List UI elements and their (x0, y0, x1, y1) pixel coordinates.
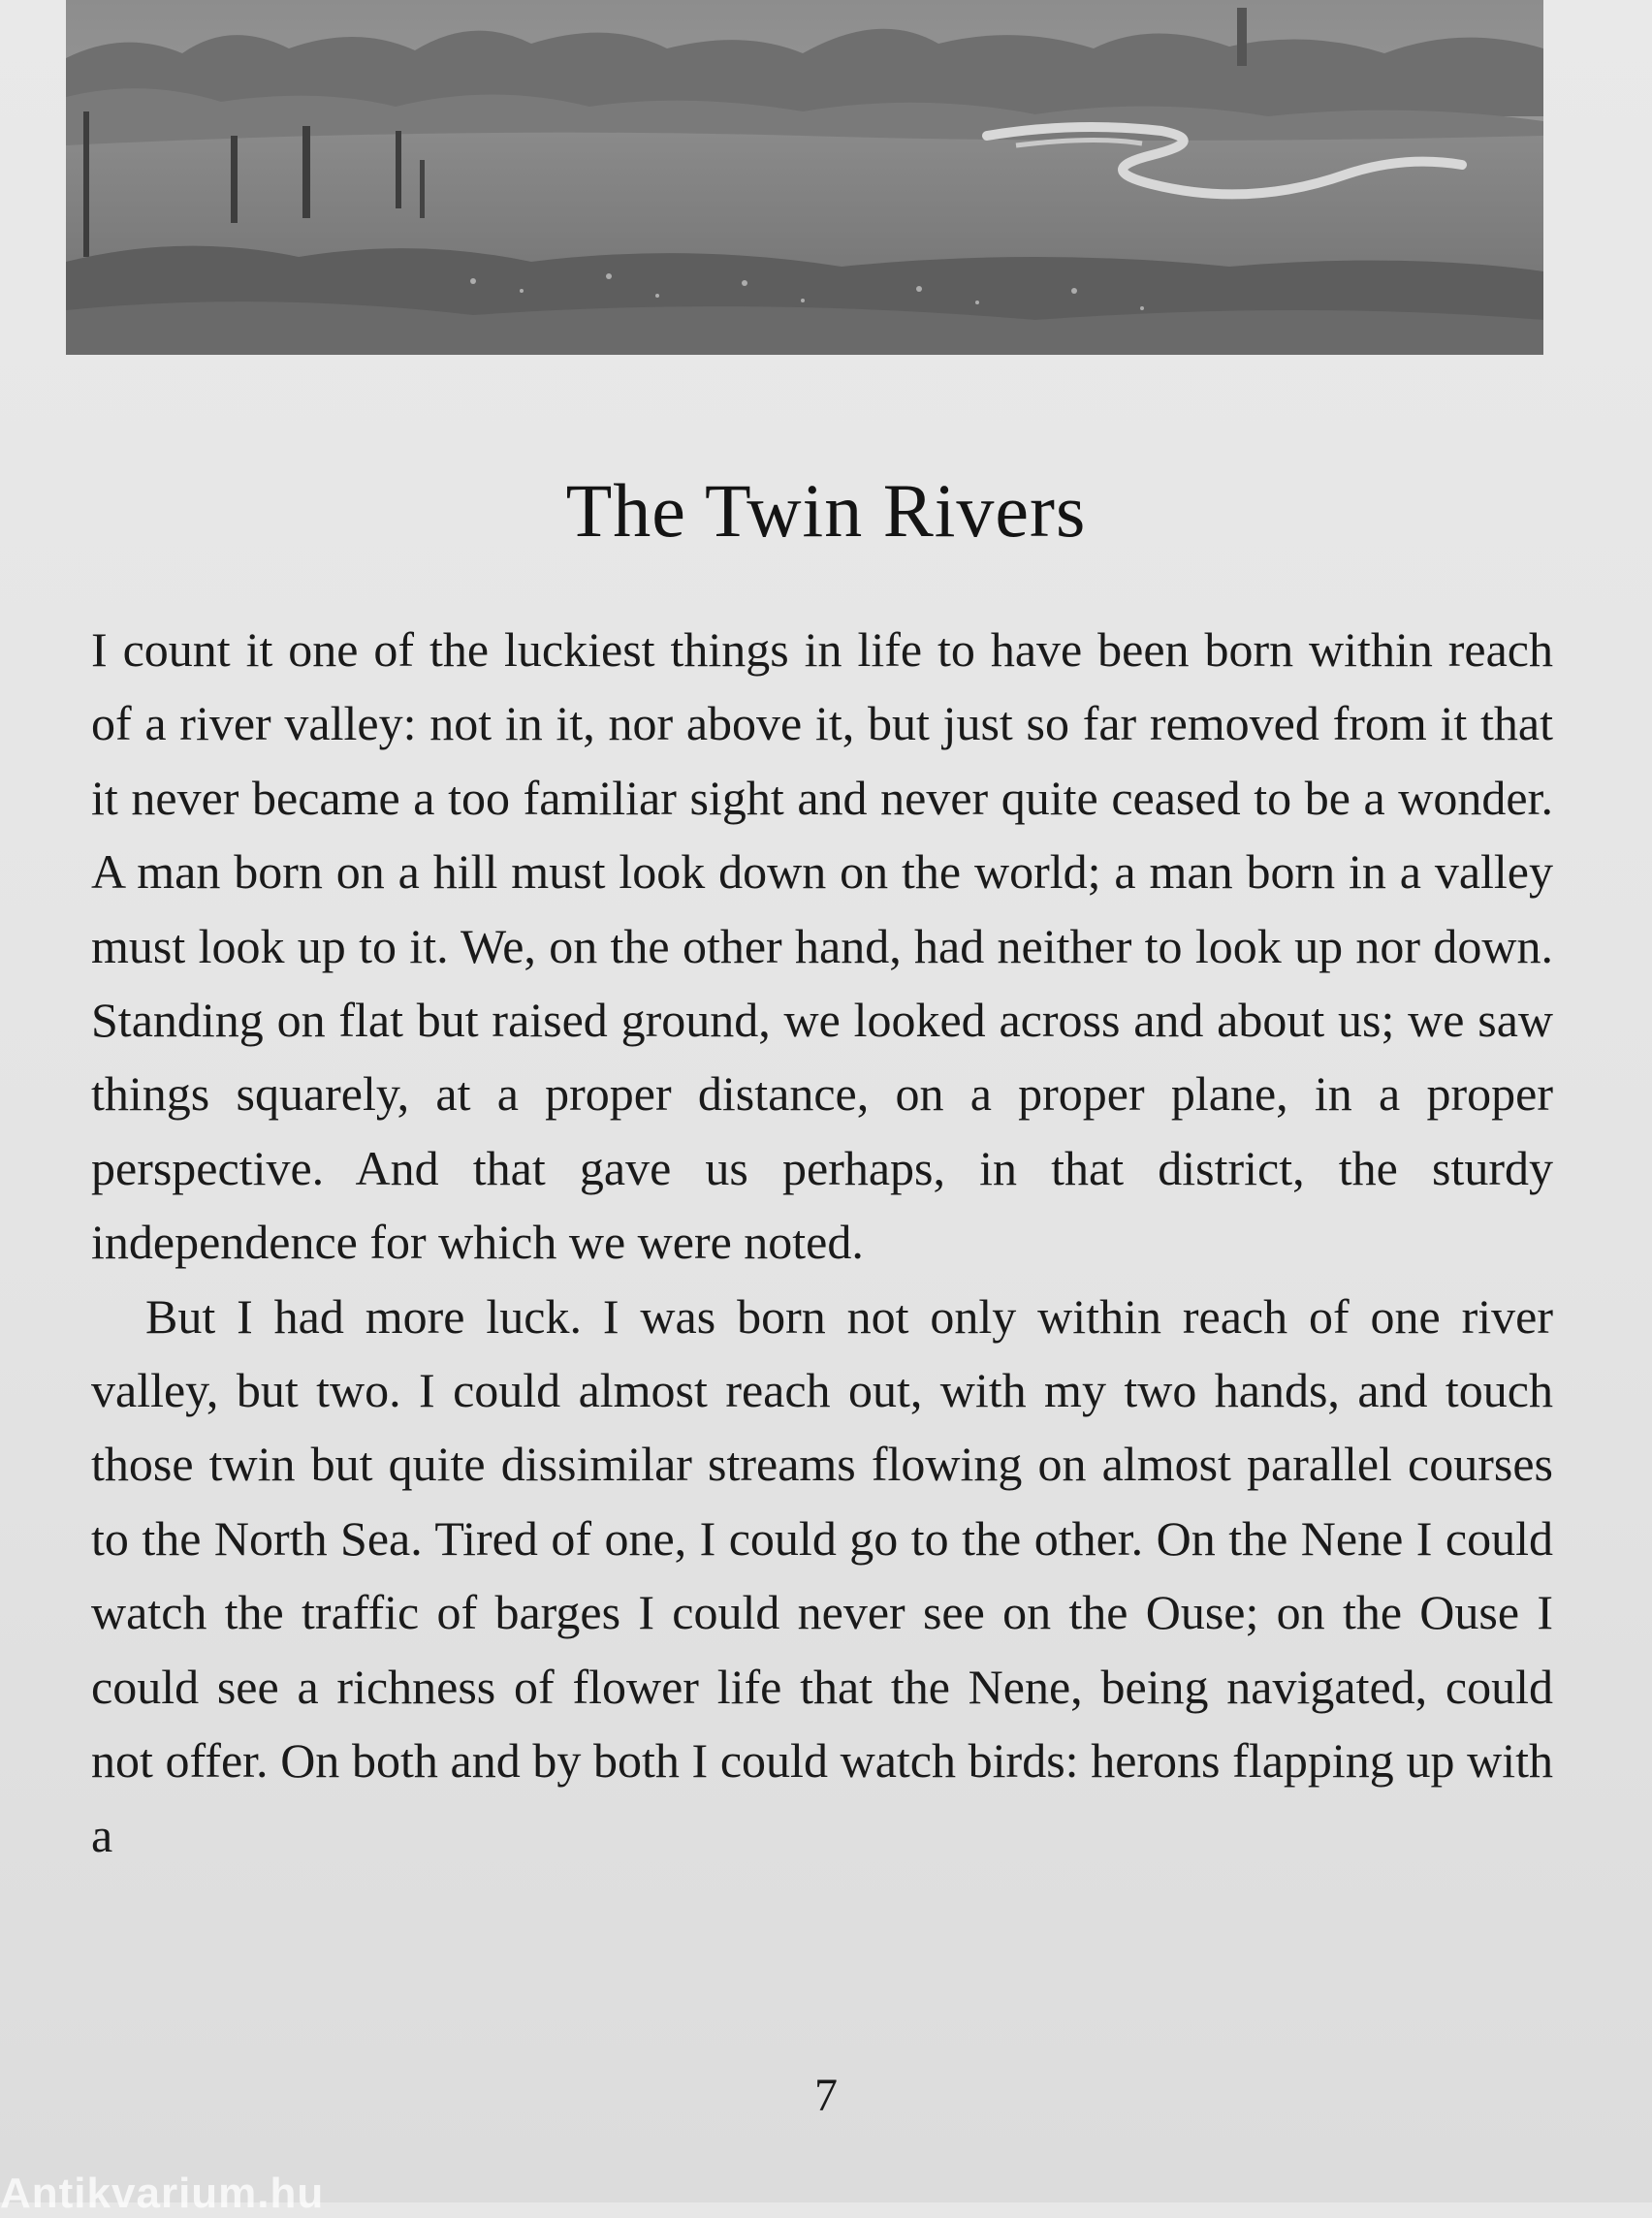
paragraph: I count it one of the luckiest things in life to have been born within reach of a river valley: not in it, nor above it, but just so far removed from it that it never became a too familiar sight and never quite ceased to be a wonder. A man born on a hill must look down on the world; a man born in a valley must look up to it. We, on the other hand, had neither to look up nor down. Standing on flat but raised ground, we looked across and about us; we saw things squarely, at a proper distance, on a proper plane, in a proper perspective. And that gave us perhaps, in that district, the sturdy independence for which we were noted. (91, 622, 1553, 1270)
watermark: Antikvarium.hu (0, 2170, 325, 2217)
river-landscape-illustration (66, 0, 1543, 355)
chapter-body (91, 613, 1553, 1872)
paragraph: But I had more luck. I was born not only within reach of one river valley, but two. I could almost reach out, with my two hands, and touch those twin but quite dissimilar streams flowing on almost parallel courses to the North Sea. Tired of one, I could go to the other. On the Nene I could watch the traffic of barges I could never see on the Ouse; on the Ouse I could see a richness of flower life that the Nene, being navigated, could not offer. On both and by both I could watch birds: herons flapping up with a (91, 1288, 1553, 1862)
page-number: 7 (814, 2070, 838, 2121)
chapter-title: The Twin Rivers (565, 468, 1087, 553)
